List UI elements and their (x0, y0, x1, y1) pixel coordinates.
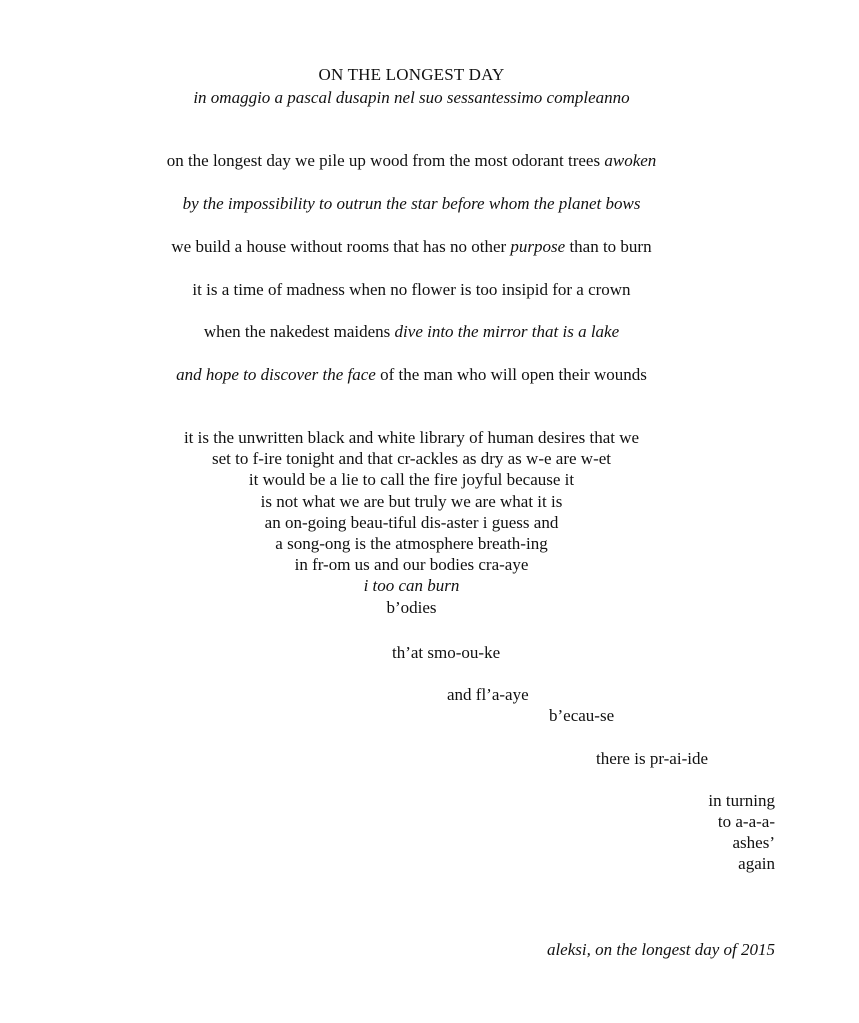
ending-line: again (738, 854, 775, 873)
line-text: it is a time of madness when no flower is too insipid for a crown (192, 280, 631, 299)
stanza-one-line (0, 365, 823, 385)
stanza-two-line: it would be a lie to call the fire joyful because it (248, 470, 575, 490)
line-italic-text: purpose (510, 237, 566, 256)
ending-line: in turning (708, 791, 775, 810)
stanza-two-line: it is the unwritten black and white library of human desires that we (183, 428, 640, 447)
line-italic-text: awoken (604, 151, 657, 170)
ending-line: ashes’ (732, 833, 775, 852)
stanza-two-line: set to f-ire tonight and that cr-ackles as dry as w-e are w-et (212, 449, 611, 469)
stanza-two (0, 427, 823, 618)
stanza-two-italic-line: i too can burn (363, 576, 460, 596)
line-italic-text: dive into the mirror that is a lake (394, 322, 620, 341)
stanza-two-line: a song-ong is the atmosphere breath-ing (275, 534, 548, 554)
poem-title: ON THE LONGEST DAY (318, 65, 505, 84)
line-text: on the longest day we pile up wood from the most odorant trees (166, 151, 605, 170)
stanza-one-line (0, 151, 823, 171)
scatter-line-flame: and fl’a-aye (447, 685, 529, 704)
scatter-line-pride: there is pr-ai-ide (596, 749, 708, 768)
line-text: when the nakedest maidens (203, 322, 395, 341)
stanza-two-line: is not what we are but truly we are what it is (260, 491, 563, 511)
stanza-two-line: b’odies (386, 597, 437, 617)
scatter-line-because: b’ecau-se (549, 706, 615, 725)
ending-line: to a-a-a- (717, 812, 775, 831)
stanza-one-line (0, 237, 823, 257)
stanza-two-line: an on-going beau-tiful dis-aster i guess and (264, 512, 559, 532)
line-text: than to burn (565, 237, 652, 256)
line-italic-text: and hope to discover the face (176, 365, 376, 384)
line-text: of the man who will open their wounds (375, 365, 647, 384)
stanza-one-line (0, 322, 823, 342)
signature: aleksi, on the longest day of 2015 (546, 940, 775, 959)
stanza-two-line: in fr-om us and our bodies cra-aye (294, 555, 529, 575)
line-text: we build a house without rooms that has no other (171, 237, 511, 256)
line-italic-text: by the impossibility to outrun the star before whom the planet bows (182, 194, 641, 213)
stanza-one-line (0, 280, 823, 300)
poem-subtitle: in omaggio a pascal dusapin nel suo sessantessimo compleanno (193, 88, 630, 107)
scatter-line-smoke: th’at smo-ou-ke (392, 643, 501, 662)
stanza-one-line (0, 194, 823, 214)
